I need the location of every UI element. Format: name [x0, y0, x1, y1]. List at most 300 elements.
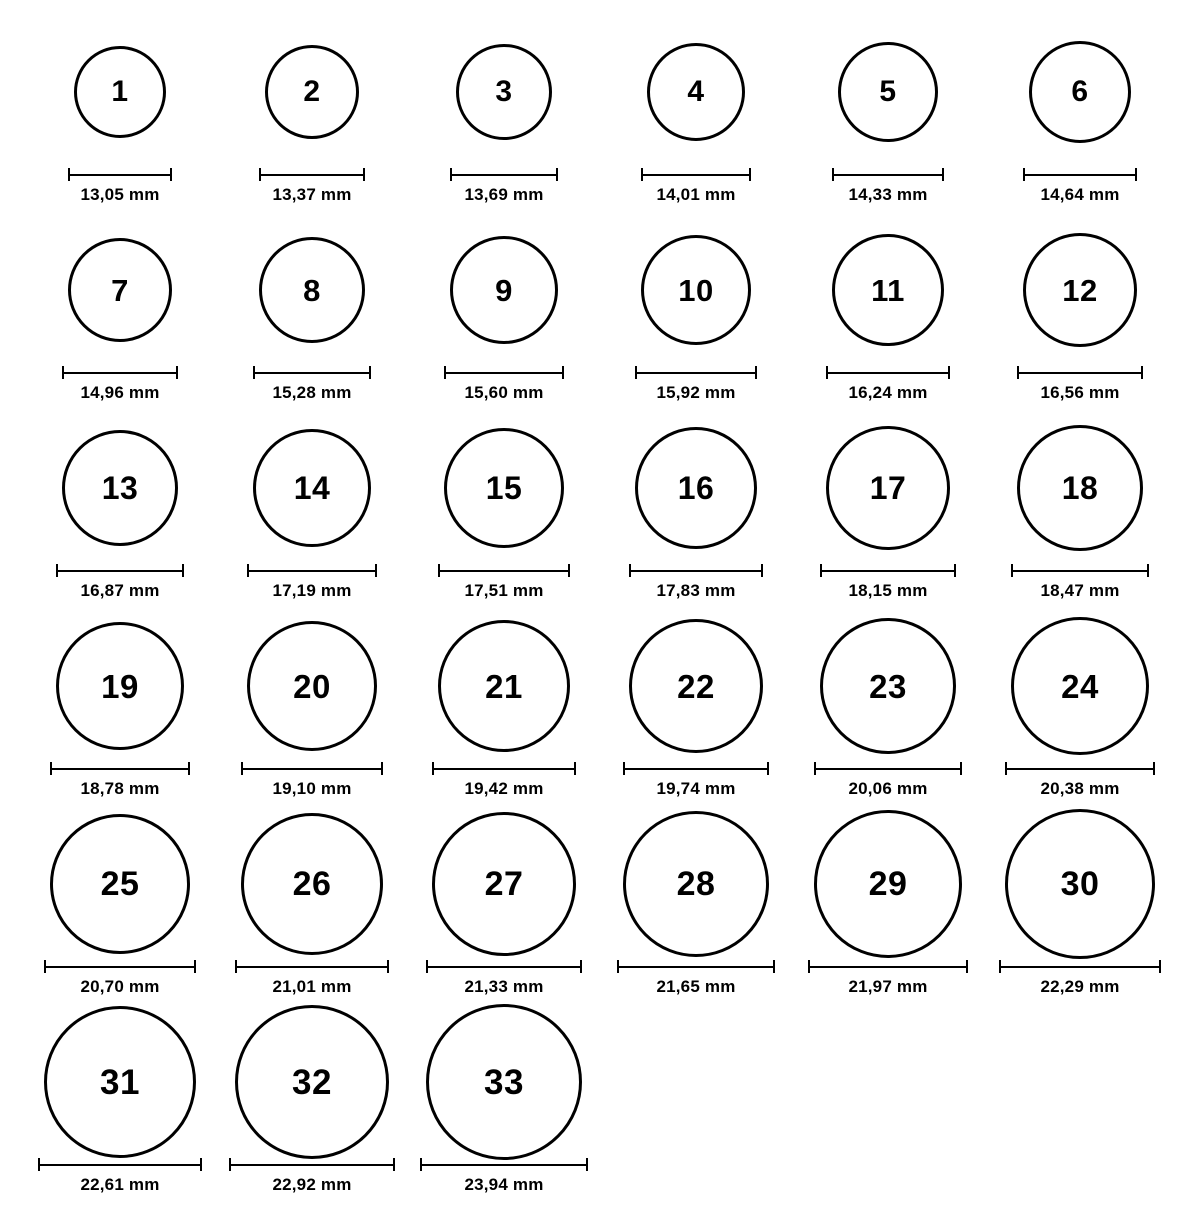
ring-circle-wrap — [456, 18, 552, 166]
measure-bar-icon — [999, 960, 1161, 972]
measure-cap-right — [586, 1158, 588, 1171]
ring-size-number: 33 — [484, 1062, 524, 1102]
measure-cap-right — [387, 960, 389, 973]
measure-line — [438, 570, 570, 572]
ring-diameter-label: 18,15 mm — [848, 581, 928, 600]
ring-dimension — [820, 564, 956, 601]
measure-cap-right — [948, 366, 950, 379]
measure-cap-left — [253, 366, 255, 379]
ring-dimension — [50, 762, 190, 799]
ring-dimension — [38, 1158, 202, 1195]
ring-circle-icon — [241, 813, 383, 955]
measure-bar-icon — [247, 564, 377, 576]
ring-circle-wrap — [56, 612, 184, 760]
measure-cap-right — [562, 366, 564, 379]
measure-line — [235, 966, 389, 968]
ring-size-cell — [24, 1008, 216, 1206]
measure-line — [259, 174, 365, 176]
measure-bar-icon — [629, 564, 763, 576]
measure-cap-left — [635, 366, 637, 379]
ring-circle-icon — [265, 45, 359, 139]
measure-line — [1023, 174, 1137, 176]
ring-circle-icon — [1005, 809, 1155, 959]
ring-circle-icon — [62, 430, 178, 546]
ring-dimension — [247, 564, 377, 601]
measure-bar-icon — [444, 366, 564, 378]
ring-dimension — [259, 168, 365, 205]
ring-dimension — [617, 960, 775, 997]
measure-cap-right — [393, 1158, 395, 1171]
ring-size-cell — [408, 1008, 600, 1206]
ring-circle-wrap — [647, 18, 745, 166]
measure-line — [635, 372, 757, 374]
ring-circle-wrap — [235, 1008, 389, 1156]
measure-cap-left — [420, 1158, 422, 1171]
ring-dimension — [432, 762, 576, 799]
ring-size-number: 31 — [100, 1062, 140, 1102]
ring-dimension — [62, 366, 178, 403]
measure-bar-icon — [820, 564, 956, 576]
measure-bar-icon — [229, 1158, 395, 1170]
measure-cap-right — [773, 960, 775, 973]
measure-cap-right — [1147, 564, 1149, 577]
ring-size-cell — [600, 216, 792, 414]
measure-line — [444, 372, 564, 374]
measure-bar-icon — [38, 1158, 202, 1170]
ring-circle-wrap — [1011, 612, 1149, 760]
ring-circle-icon — [50, 814, 190, 954]
measure-bar-icon — [1005, 762, 1155, 774]
ring-circle-wrap — [247, 612, 377, 760]
measure-bar-icon — [1017, 366, 1143, 378]
ring-circle-icon — [235, 1005, 389, 1159]
ring-diameter-label: 22,92 mm — [272, 1175, 352, 1194]
ring-circle-icon — [247, 621, 377, 751]
ring-circle-icon — [68, 238, 172, 342]
ring-circle-wrap — [641, 216, 751, 364]
measure-cap-left — [259, 168, 261, 181]
ring-diameter-label: 22,61 mm — [80, 1175, 160, 1194]
ring-diameter-label: 14,64 mm — [1040, 185, 1120, 204]
measure-cap-left — [68, 168, 70, 181]
ring-size-number: 29 — [868, 865, 908, 903]
measure-cap-left — [247, 564, 249, 577]
measure-cap-left — [444, 366, 446, 379]
measure-cap-right — [954, 564, 956, 577]
measure-line — [826, 372, 950, 374]
measure-bar-icon — [56, 564, 184, 576]
ring-circle-wrap — [1029, 18, 1131, 166]
measure-cap-right — [767, 762, 769, 775]
ring-size-cell — [216, 612, 408, 810]
ring-size-cell — [984, 216, 1176, 414]
measure-line — [1005, 768, 1155, 770]
measure-line — [623, 768, 769, 770]
ring-circle-wrap — [635, 414, 757, 562]
ring-size-cell — [408, 612, 600, 810]
measure-line — [50, 768, 190, 770]
measure-bar-icon — [832, 168, 944, 180]
measure-bar-icon — [635, 366, 757, 378]
ring-circle-icon — [426, 1004, 582, 1160]
ring-size-number: 20 — [293, 667, 331, 705]
measure-cap-right — [363, 168, 365, 181]
measure-cap-right — [381, 762, 383, 775]
ring-circle-icon — [641, 235, 751, 345]
measure-bar-icon — [808, 960, 968, 972]
measure-cap-right — [574, 762, 576, 775]
measure-line — [253, 372, 371, 374]
ring-diameter-label: 19,10 mm — [272, 779, 352, 798]
measure-cap-left — [1011, 564, 1013, 577]
measure-cap-left — [229, 1158, 231, 1171]
ring-circle-icon — [1029, 41, 1131, 143]
ring-size-number: 11 — [871, 272, 905, 308]
ring-size-cell — [984, 414, 1176, 612]
measure-cap-right — [960, 762, 962, 775]
ring-size-cell — [24, 414, 216, 612]
measure-cap-left — [62, 366, 64, 379]
measure-line — [432, 768, 576, 770]
ring-circle-wrap — [1023, 216, 1137, 364]
ring-size-number: 30 — [1060, 865, 1100, 903]
ring-circle-wrap — [444, 414, 564, 562]
ring-size-number: 6 — [1071, 75, 1089, 108]
measure-cap-left — [808, 960, 810, 973]
ring-size-number: 23 — [869, 667, 907, 705]
ring-dimension — [1011, 564, 1149, 601]
ring-size-cell — [216, 414, 408, 612]
ring-size-cell — [600, 810, 792, 1008]
ring-dimension — [623, 762, 769, 799]
ring-circle-wrap — [62, 414, 178, 562]
ring-size-cell — [792, 414, 984, 612]
measure-cap-left — [623, 762, 625, 775]
measure-cap-right — [942, 168, 944, 181]
ring-size-number: 21 — [485, 667, 523, 705]
measure-cap-left — [1017, 366, 1019, 379]
ring-circle-icon — [450, 236, 558, 344]
ring-diameter-label: 14,33 mm — [848, 185, 928, 204]
ring-diameter-label: 20,38 mm — [1040, 779, 1120, 798]
measure-cap-right — [176, 366, 178, 379]
ring-size-number: 10 — [678, 272, 714, 308]
ring-diameter-label: 17,19 mm — [272, 581, 352, 600]
ring-circle-wrap — [838, 18, 938, 166]
ring-size-cell — [408, 18, 600, 216]
ring-circle-icon — [438, 620, 570, 752]
measure-bar-icon — [1011, 564, 1149, 576]
measure-cap-left — [832, 168, 834, 181]
ring-size-cell — [600, 18, 792, 216]
ring-diameter-label: 13,05 mm — [80, 185, 160, 204]
ring-diameter-label: 20,06 mm — [848, 779, 928, 798]
ring-circle-icon — [826, 426, 950, 550]
ring-size-number: 5 — [879, 75, 897, 108]
ring-size-number: 26 — [292, 865, 332, 903]
ring-size-cell — [24, 612, 216, 810]
ring-size-number: 2 — [303, 75, 321, 108]
measure-bar-icon — [235, 960, 389, 972]
ring-size-number: 12 — [1062, 272, 1098, 308]
ring-circle-icon — [432, 812, 576, 956]
ring-size-number: 24 — [1061, 667, 1099, 705]
measure-cap-left — [44, 960, 46, 973]
ring-size-number: 14 — [293, 470, 331, 506]
ring-size-cell — [216, 1008, 408, 1206]
measure-cap-right — [1153, 762, 1155, 775]
measure-cap-left — [820, 564, 822, 577]
measure-line — [241, 768, 383, 770]
ring-size-cell — [216, 18, 408, 216]
ring-size-number: 4 — [687, 75, 705, 108]
ring-size-grid — [24, 18, 1176, 1206]
ring-dimension — [814, 762, 962, 799]
ring-size-number: 15 — [485, 470, 523, 506]
measure-line — [808, 966, 968, 968]
measure-cap-left — [1005, 762, 1007, 775]
ring-size-number: 22 — [677, 667, 715, 705]
ring-diameter-label: 16,87 mm — [80, 581, 160, 600]
ring-dimension — [253, 366, 371, 403]
ring-dimension — [629, 564, 763, 601]
ring-size-cell — [24, 810, 216, 1008]
measure-bar-icon — [44, 960, 196, 972]
ring-diameter-label: 22,29 mm — [1040, 977, 1120, 996]
ring-circle-icon — [456, 44, 552, 140]
ring-size-cell — [408, 216, 600, 414]
measure-cap-left — [814, 762, 816, 775]
measure-cap-left — [617, 960, 619, 973]
ring-dimension — [56, 564, 184, 601]
ring-size-number: 3 — [495, 75, 513, 108]
ring-circle-wrap — [1017, 414, 1143, 562]
measure-line — [641, 174, 751, 176]
measure-cap-left — [999, 960, 1001, 973]
ring-size-number: 19 — [101, 667, 139, 705]
ring-circle-icon — [1023, 233, 1137, 347]
ring-size-cell — [600, 612, 792, 810]
measure-cap-left — [450, 168, 452, 181]
ring-diameter-label: 21,65 mm — [656, 977, 736, 996]
ring-size-number: 13 — [101, 470, 139, 506]
measure-bar-icon — [826, 366, 950, 378]
ring-size-number: 1 — [111, 75, 129, 108]
measure-bar-icon — [68, 168, 172, 180]
ring-size-cell — [984, 18, 1176, 216]
ring-size-cell — [216, 216, 408, 414]
measure-bar-icon — [426, 960, 582, 972]
ring-circle-icon — [832, 234, 944, 346]
ring-size-cell — [600, 414, 792, 612]
measure-cap-left — [1023, 168, 1025, 181]
ring-circle-wrap — [623, 810, 769, 958]
measure-cap-right — [369, 366, 371, 379]
ring-circle-icon — [1017, 425, 1143, 551]
ring-circle-wrap — [241, 810, 383, 958]
ring-size-cell — [984, 810, 1176, 1008]
measure-line — [62, 372, 178, 374]
measure-bar-icon — [253, 366, 371, 378]
measure-cap-left — [50, 762, 52, 775]
measure-line — [38, 1164, 202, 1166]
ring-dimension — [241, 762, 383, 799]
ring-dimension — [426, 960, 582, 997]
ring-diameter-label: 18,47 mm — [1040, 581, 1120, 600]
measure-line — [450, 174, 558, 176]
ring-size-number: 17 — [869, 470, 907, 506]
measure-line — [56, 570, 184, 572]
ring-dimension — [450, 168, 558, 205]
ring-size-number: 32 — [292, 1062, 332, 1102]
measure-line — [44, 966, 196, 968]
measure-cap-left — [241, 762, 243, 775]
measure-bar-icon — [450, 168, 558, 180]
ring-circle-icon — [74, 46, 166, 138]
ring-diameter-label: 19,42 mm — [464, 779, 544, 798]
measure-cap-left — [826, 366, 828, 379]
measure-bar-icon — [814, 762, 962, 774]
ring-circle-icon — [444, 428, 564, 548]
measure-line — [68, 174, 172, 176]
ring-diameter-label: 20,70 mm — [80, 977, 160, 996]
ring-size-cell — [408, 414, 600, 612]
ring-dimension — [1017, 366, 1143, 403]
measure-bar-icon — [241, 762, 383, 774]
measure-cap-right — [375, 564, 377, 577]
measure-line — [420, 1164, 588, 1166]
measure-bar-icon — [641, 168, 751, 180]
measure-line — [229, 1164, 395, 1166]
ring-dimension — [44, 960, 196, 997]
measure-bar-icon — [1023, 168, 1137, 180]
ring-circle-icon — [629, 619, 763, 753]
measure-line — [814, 768, 962, 770]
ring-diameter-label: 15,28 mm — [272, 383, 352, 402]
ring-dimension — [438, 564, 570, 601]
measure-bar-icon — [438, 564, 570, 576]
ring-circle-wrap — [68, 216, 172, 364]
ring-circle-wrap — [44, 1008, 196, 1156]
measure-line — [832, 174, 944, 176]
measure-bar-icon — [259, 168, 365, 180]
ring-diameter-label: 17,51 mm — [464, 581, 544, 600]
ring-size-number: 8 — [303, 272, 321, 308]
measure-cap-left — [56, 564, 58, 577]
ring-circle-wrap — [74, 18, 166, 166]
ring-size-number: 27 — [484, 865, 524, 903]
ring-circle-icon — [820, 618, 956, 754]
ring-dimension — [635, 366, 757, 403]
ring-circle-wrap — [253, 414, 371, 562]
ring-dimension — [229, 1158, 395, 1195]
ring-dimension — [235, 960, 389, 997]
measure-cap-right — [1159, 960, 1161, 973]
ring-circle-wrap — [50, 810, 190, 958]
measure-line — [1011, 570, 1149, 572]
ring-dimension — [999, 960, 1161, 997]
ring-circle-wrap — [832, 216, 944, 364]
measure-cap-right — [966, 960, 968, 973]
ring-size-number: 28 — [676, 865, 716, 903]
ring-circle-icon — [44, 1006, 196, 1158]
measure-bar-icon — [62, 366, 178, 378]
measure-cap-left — [641, 168, 643, 181]
measure-cap-left — [438, 564, 440, 577]
measure-cap-right — [170, 168, 172, 181]
ring-circle-icon — [56, 622, 184, 750]
ring-diameter-label: 16,24 mm — [848, 383, 928, 402]
ring-circle-wrap — [820, 612, 956, 760]
ring-circle-wrap — [432, 810, 576, 958]
measure-line — [820, 570, 956, 572]
ring-diameter-label: 15,60 mm — [464, 383, 544, 402]
ring-dimension — [808, 960, 968, 997]
measure-cap-right — [761, 564, 763, 577]
measure-cap-right — [1141, 366, 1143, 379]
ring-circle-wrap — [814, 810, 962, 958]
measure-cap-left — [235, 960, 237, 973]
ring-diameter-label: 16,56 mm — [1040, 383, 1120, 402]
ring-circle-icon — [814, 810, 962, 958]
ring-circle-icon — [838, 42, 938, 142]
measure-line — [247, 570, 377, 572]
ring-diameter-label: 17,83 mm — [656, 581, 736, 600]
ring-dimension — [68, 168, 172, 205]
measure-cap-right — [1135, 168, 1137, 181]
measure-cap-left — [38, 1158, 40, 1171]
ring-circle-wrap — [438, 612, 570, 760]
ring-size-cell — [24, 18, 216, 216]
ring-diameter-label: 14,96 mm — [80, 383, 160, 402]
ring-circle-wrap — [265, 18, 359, 166]
ring-dimension — [832, 168, 944, 205]
ring-circle-icon — [647, 43, 745, 141]
ring-dimension — [641, 168, 751, 205]
ring-size-cell — [216, 810, 408, 1008]
ring-circle-wrap — [450, 216, 558, 364]
ring-size-number: 7 — [111, 272, 129, 308]
ring-size-number: 25 — [100, 865, 140, 903]
ring-circle-wrap — [629, 612, 763, 760]
ring-diameter-label: 13,69 mm — [464, 185, 544, 204]
ring-diameter-label: 19,74 mm — [656, 779, 736, 798]
ring-diameter-label: 18,78 mm — [80, 779, 160, 798]
measure-bar-icon — [623, 762, 769, 774]
measure-line — [999, 966, 1161, 968]
ring-dimension — [1023, 168, 1137, 205]
measure-cap-right — [556, 168, 558, 181]
ring-size-cell — [792, 18, 984, 216]
ring-dimension — [1005, 762, 1155, 799]
ring-diameter-label: 13,37 mm — [272, 185, 352, 204]
ring-dimension — [444, 366, 564, 403]
ring-size-cell — [792, 216, 984, 414]
ring-size-number: 9 — [495, 272, 513, 308]
ring-circle-wrap — [1005, 810, 1155, 958]
ring-diameter-label: 21,97 mm — [848, 977, 928, 996]
ring-dimension — [826, 366, 950, 403]
ring-diameter-label: 21,01 mm — [272, 977, 352, 996]
ring-diameter-label: 15,92 mm — [656, 383, 736, 402]
measure-cap-right — [194, 960, 196, 973]
measure-cap-right — [200, 1158, 202, 1171]
measure-bar-icon — [432, 762, 576, 774]
measure-line — [1017, 372, 1143, 374]
measure-cap-left — [426, 960, 428, 973]
ring-diameter-label: 14,01 mm — [656, 185, 736, 204]
measure-line — [617, 966, 775, 968]
